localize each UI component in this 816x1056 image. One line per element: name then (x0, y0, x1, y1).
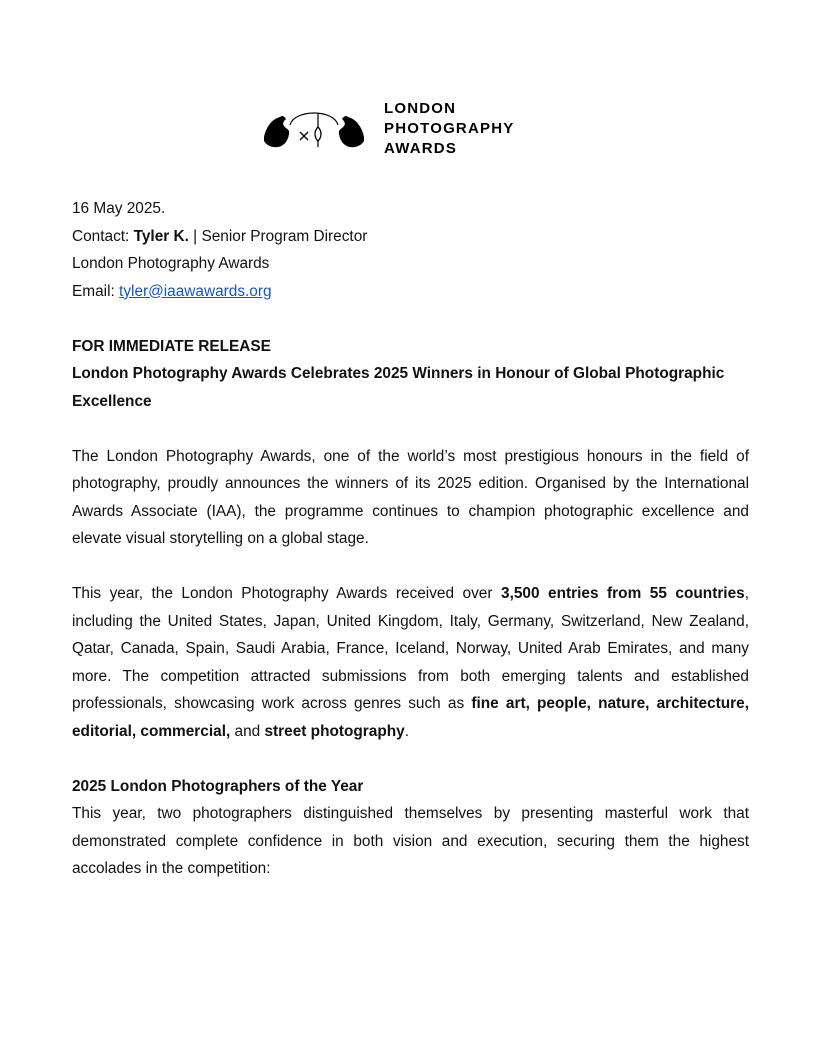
headline (72, 360, 749, 415)
paragraph-winners: This year, two photographers distinguished themselves by presenting masterful work that demonstrated complete confidence in both vision and execution, securing them the highest accolades in the competition: (72, 805, 749, 877)
email-prefix: Email: (72, 282, 120, 300)
logo-line-1: LONDON (384, 100, 457, 117)
headline-text: London Photography Awards Celebrates 2025 Winners in Honour of Global Photographic Excellence (72, 365, 725, 410)
paragraph-entries (72, 580, 749, 745)
contact-line (72, 223, 749, 251)
logo-line-2: PHOTOGRAPHY (384, 120, 515, 137)
email-line (72, 278, 749, 306)
para2-text-b: , including the United States, Japan, United Kingdom, Italy, Germany, Switzerland, New Zealand, Qatar, Canada, Spain, Saudi Arabia, France, Iceland, Norway, United Arab Emirates, and many more. The competition attracted submissions from both emerging talents and established professionals, showcasing work across genres such as (72, 585, 749, 712)
contact-name: Tyler K. (133, 227, 189, 245)
contact-title: | Senior Program Director (188, 227, 368, 245)
genres-list: fine art, people, nature, architecture, editorial, commercial, (72, 695, 749, 740)
awards-emblem-icon (262, 101, 366, 149)
contact-prefix: Contact: (72, 227, 134, 245)
release-label-text: FOR IMMEDIATE RELEASE (72, 337, 271, 355)
paragraph-intro: The London Photography Awards, one of the world’s most prestigious honours in the field of photography, proudly announces the winners of its 2025 edition. Organised by the International Awards Associate (IAA), the programme continues to champion photographic excellence and elevate visual storytelling on a global stage. (72, 447, 749, 547)
london-photography-awards-logo (262, 97, 562, 157)
section-heading-text: 2025 London Photographers of the Year (72, 777, 364, 795)
organization-name: London Photography Awards (72, 255, 270, 272)
section-heading (72, 773, 749, 801)
email-link[interactable]: tyler@iaawawards.org (119, 282, 272, 300)
entries-count: 3,500 entries from 55 countries (501, 585, 745, 602)
para2-text-a: This year, the London Photography Awards received over (72, 585, 502, 602)
logo-wordmark (384, 99, 514, 159)
para2-text-d: . (404, 722, 410, 740)
release-date: 16 May 2025. (72, 200, 166, 217)
logo-line-3: AWARDS (384, 140, 458, 157)
para2-text-c: and (230, 722, 265, 740)
release-label (72, 333, 749, 361)
document-body (72, 195, 749, 883)
street-photography: street photography (264, 722, 405, 740)
